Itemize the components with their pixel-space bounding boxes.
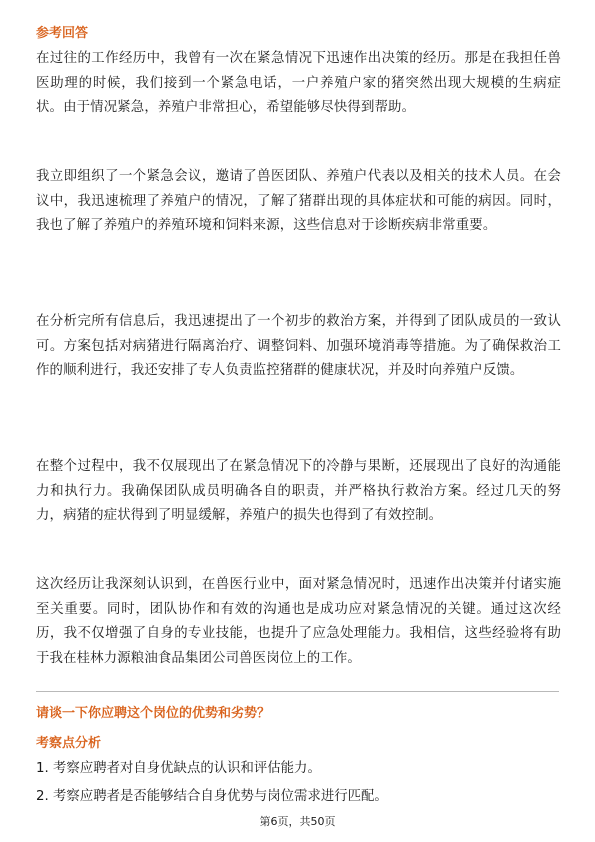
answer-paragraph-2: 我立即组织了一个紧急会议，邀请了兽医团队、养殖户代表以及相关的技术人员。在会议中，我迅速梳理了养殖户的情况，了解了猪群出现的具体症状和可能的病因。同时，我也了解了养殖户的养殖环境和饲料来源，这些信息对于诊断疾病非常重要。: [36, 169, 561, 233]
answer-heading: 参考回答: [36, 26, 89, 41]
page-footer: 第6页，共50页: [259, 815, 336, 828]
answer-paragraph-3: 在分析完所有信息后，我迅速提出了一个初步的救治方案，并得到了团队成员的一致认可。方案包括对病猪进行隔离治疗、调整饲料、加强环境消毒等措施。为了确保救治工作的顺利进行，我还安排了专人负责监控猪群的健康状况，并及时向养殖户反馈。: [36, 314, 561, 378]
analysis-item-2: 2. 考察应聘者是否能够结合自身优势与岗位需求进行匹配。: [36, 789, 388, 804]
answer-paragraph-5: 这次经历让我深刻认识到，在兽医行业中，面对紧急情况时，迅速作出决策并付诸实施至关重要。同时，团队协作和有效的沟通也是成功应对紧急情况的关键。通过这次经历，我不仅增强了自身的专业技能，也提升了应急处理能力。我相信，这些经验将有助于我在桂林力源粮油食品集团公司兽医岗位上的工作。: [36, 577, 561, 666]
answer-paragraph-4: 在整个过程中，我不仅展现出了在紧急情况下的冷静与果断，还展现出了良好的沟通能力和执行力。我确保团队成员明确各自的职责，并严格执行救治方案。经过几天的努力，病猪的症状得到了明显缓解，养殖户的损失也得到了有效控制。: [36, 459, 561, 523]
analysis-heading: 考察点分析: [36, 736, 102, 751]
interview-question: 请谈一下你应聘这个岗位的优势和劣势？: [36, 706, 271, 721]
section-divider: [36, 691, 559, 692]
analysis-item-1: 1. 考察应聘者对自身优缺点的认识和评估能力。: [36, 761, 321, 776]
answer-paragraph-1: 在过往的工作经历中，我曾有一次在紧急情况下迅速作出决策的经历。那是在我担任兽医助理的时候，我们接到一个紧急电话，一户养殖户家的猪突然出现大规模的生病症状。由于情况紧急，养殖户非常担心，希望能够尽快得到帮助。: [36, 51, 561, 115]
